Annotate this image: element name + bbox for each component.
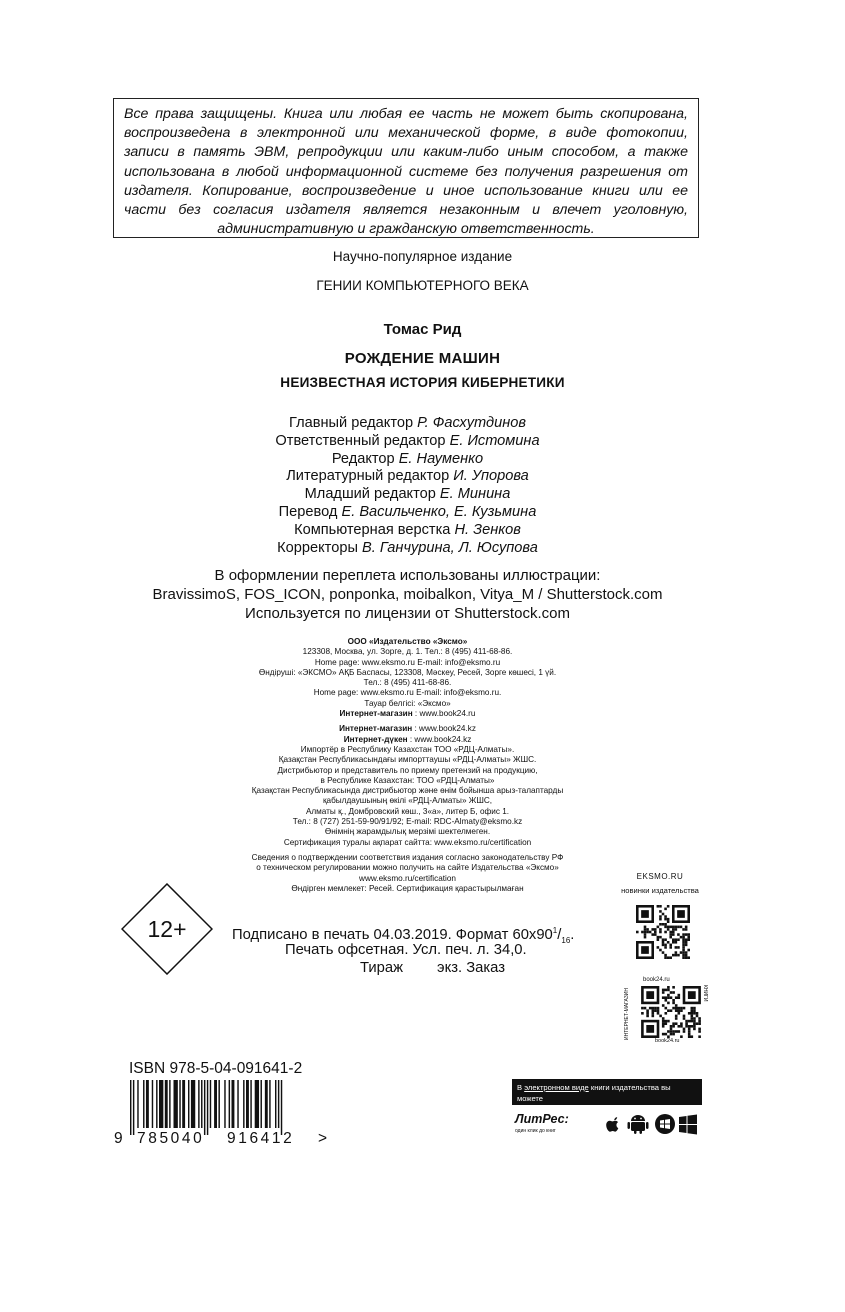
book-subtitle: НЕИЗВЕСТНАЯ ИСТОРИЯ КИБЕРНЕТИКИ: [280, 375, 565, 390]
barcode-bar: [232, 1080, 235, 1128]
barcode-arrow: >: [318, 1130, 328, 1147]
eksmo-new-label: новинки издательства: [621, 886, 699, 895]
eksmo-qr-code-icon[interactable]: [636, 905, 690, 959]
barcode-bar: [229, 1080, 230, 1128]
barcode-bar: [265, 1080, 268, 1128]
barcode-bar: [255, 1080, 259, 1128]
book24-label: book24.ru: [643, 977, 670, 983]
barcode-bar: [214, 1080, 217, 1128]
print-info-line3: Тираж экз. Заказ: [360, 960, 506, 976]
barcode-bar: [198, 1080, 199, 1128]
credits-list: [0, 415, 815, 557]
barcode-bar: [191, 1080, 195, 1128]
eksmo-qr-block: [600, 872, 720, 895]
age-rating-badge: [121, 883, 213, 975]
litres-logo: ЛитРес:: [515, 1112, 569, 1126]
windows-phone-icon[interactable]: [655, 1114, 675, 1134]
print-info-line2: Печать офсетная. Усл. печ. л. 34,0.: [285, 942, 527, 958]
barcode-bar: [210, 1080, 211, 1128]
illustrations-credit: В оформлении переплета использованы иллюстрации: BravissimoS, FOS_ICON, ponponka, moibalkon, Vitya_M / Shutterstock.com Используется по лицензии от Shutterstock.com: [152, 567, 663, 622]
barcode-bar: [246, 1080, 249, 1128]
credit-line: Компьютерная верстка Н. Зенков: [294, 521, 521, 538]
barcode-bar: [201, 1080, 202, 1128]
barcode-bar: [250, 1080, 251, 1128]
credit-line: Литературный редактор И. Упорова: [286, 468, 529, 485]
credit-line: Перевод Е. Васильченко, Е. Кузьмина: [278, 503, 537, 520]
barcode-bar: [182, 1080, 185, 1128]
barcode-bar: [159, 1080, 163, 1128]
barcode-bar: [143, 1080, 144, 1128]
barcode-bar: [218, 1080, 219, 1128]
credit-line: Редактор Е. Науменко: [331, 450, 484, 467]
barcode-bar: [204, 1080, 205, 1135]
barcode-bar: [278, 1080, 279, 1128]
barcode-bar: [133, 1080, 134, 1135]
rights-notice-text: Все права защищены. Книга или любая ее часть не может быть скопирована, воспроизведена в электронной или механической форме, в виде фотокопии, записи в память ЭВМ, репродукции или каким-либо иным способом, а также использована в любой информационной системе без получения разрешения от издателя. Копирование, воспроизведение и иное использование книги или ее части без согласия издателя является незаконным и влечет уголовную, административную и гражданскую ответственность.: [124, 106, 688, 238]
edition-type: Научно-популярное издание: [332, 249, 513, 264]
litres-banner[interactable]: [512, 1079, 702, 1145]
barcode-bar: [137, 1080, 138, 1128]
credit-line: Корректоры В. Ганчурина, Л. Юсупова: [277, 539, 538, 556]
android-icon[interactable]: [628, 1115, 649, 1134]
credit-line: Главный редактор Р. Фасхутдинов: [289, 415, 526, 431]
barcode-bar: [130, 1080, 131, 1135]
print-info-line1: Подписано в печать 04.03.2019. Формат $60х90^1/_{16}$.: [232, 926, 575, 945]
barcode-bar: [156, 1080, 157, 1128]
barcode-left-digits: 785040: [137, 1130, 205, 1147]
rights-notice-box: [113, 98, 699, 238]
litres-bar: В электронном виде книги издательства вы можете купить на www.litres.ru: [512, 1079, 702, 1105]
series-name: ГЕНИИ КОМПЬЮТЕРНОГО ВЕКА: [316, 278, 529, 293]
barcode-bar: [152, 1080, 153, 1128]
barcode-bar: [275, 1080, 276, 1128]
barcode-bar: [179, 1080, 180, 1128]
eksmo-site-label: EKSMO.RU: [636, 872, 684, 881]
platform-icons: [603, 1112, 699, 1136]
qr2-side-left: ИНТЕРНЕТ-МАГАЗИН: [624, 988, 630, 1040]
barcode-bar: [207, 1080, 208, 1135]
barcode-bar: [188, 1080, 189, 1128]
litres-slogan: один клик до книг: [515, 1128, 556, 1134]
barcode-bar: [224, 1080, 225, 1128]
litres-ebook-link[interactable]: электронном виде: [524, 1083, 589, 1092]
book-title: РОЖДЕНИЕ МАШИН: [344, 350, 501, 367]
apple-icon[interactable]: [606, 1117, 618, 1132]
credit-line: Младший редактор Е. Минина: [304, 486, 511, 503]
isbn-barcode-icon: [128, 1080, 318, 1135]
credit-line: Ответственный редактор Е. Истомина: [275, 432, 540, 449]
qr2-side-right: КНИГИ: [702, 985, 708, 1002]
barcode-bar: [281, 1080, 282, 1135]
barcode-bar: [146, 1080, 149, 1128]
isbn: ISBN 978-5-04-091641-2: [129, 1060, 303, 1077]
barcode-bar: [237, 1080, 238, 1128]
barcode-bar: [165, 1080, 168, 1128]
publisher-info: ООО «Издательство «Эксмо» 123308, Москва, ул. Зорге, д. 1. Тел.: 8 (495) 411-68-86. Home page: www.eksmo.ru E-mail: info@eksmo.ru Өндіруші: «ЭКСМО» АҚБ Баспасы, 123308, Мәскеу, Ресей, Зорге көшесі, 1 үй. Тел.: 8 (495) 411-68-86. Home page: www.eksmo.ru E-mail: info@eksmo.ru. Тауар белгісі: «Эксмо» Интернет-магазин : www.book24.ru Интернет-магазин : www.book24.kz Интернет-дүкен : www.book24.kz Импортёр в Республику Казахстан ТОО «РДЦ-Алматы». Қазақстан Республикасындағы импорттаушы «РДЦ-Алматы» ЖШС. Дистрибьютор и представитель по приему претензий на продукцию, в Республике Казахстан: ТОО «РДЦ-Алматы» Қазақстан Республикасында дистрибьютор және өнім бойынша арыз-талаптарды қабылдаушының өкілі «РДЦ-Алматы» ЖШС, Алматы қ., Домбровский көш., 3«а», литер Б, офис 1. Тел.: 8 (727) 251-59-90/91/92; E-mail: RDC-Almaty@eksmo.kz Өнімнің жарамдылық мерзімі шектелмеген. Сертификация туралы ақпарат сайтта: www.eksmo.ru/certification Сведения о подтверждении соответствия издания согласно законодательству РФ о техническом регулировании можно получить на сайте Издательства «Эксмо» www.eksmo.ru/certification Өндірген мемлекет: Ресей. Сертификация қарастырылмаған: [251, 637, 564, 893]
age-rating-text: 12+: [147, 916, 187, 942]
qr2-bottom-label: book24.ru: [655, 1038, 680, 1044]
barcode-bar: [261, 1080, 262, 1128]
windows-icon[interactable]: [679, 1115, 697, 1135]
barcode-first-digit: 9: [114, 1130, 123, 1147]
litres-site-link[interactable]: www.litres.ru: [552, 1105, 601, 1114]
publisher-name: ООО «Издательство «Эксмо»: [347, 637, 468, 646]
barcode-right-digits: 916412: [227, 1130, 295, 1147]
barcode-bar: [243, 1080, 244, 1128]
author: Томас Рид: [383, 321, 462, 338]
barcode-bar: [169, 1080, 170, 1128]
book24-qr-code-icon[interactable]: [641, 986, 701, 1038]
barcode-bar: [269, 1080, 270, 1128]
barcode-bar: [174, 1080, 178, 1128]
